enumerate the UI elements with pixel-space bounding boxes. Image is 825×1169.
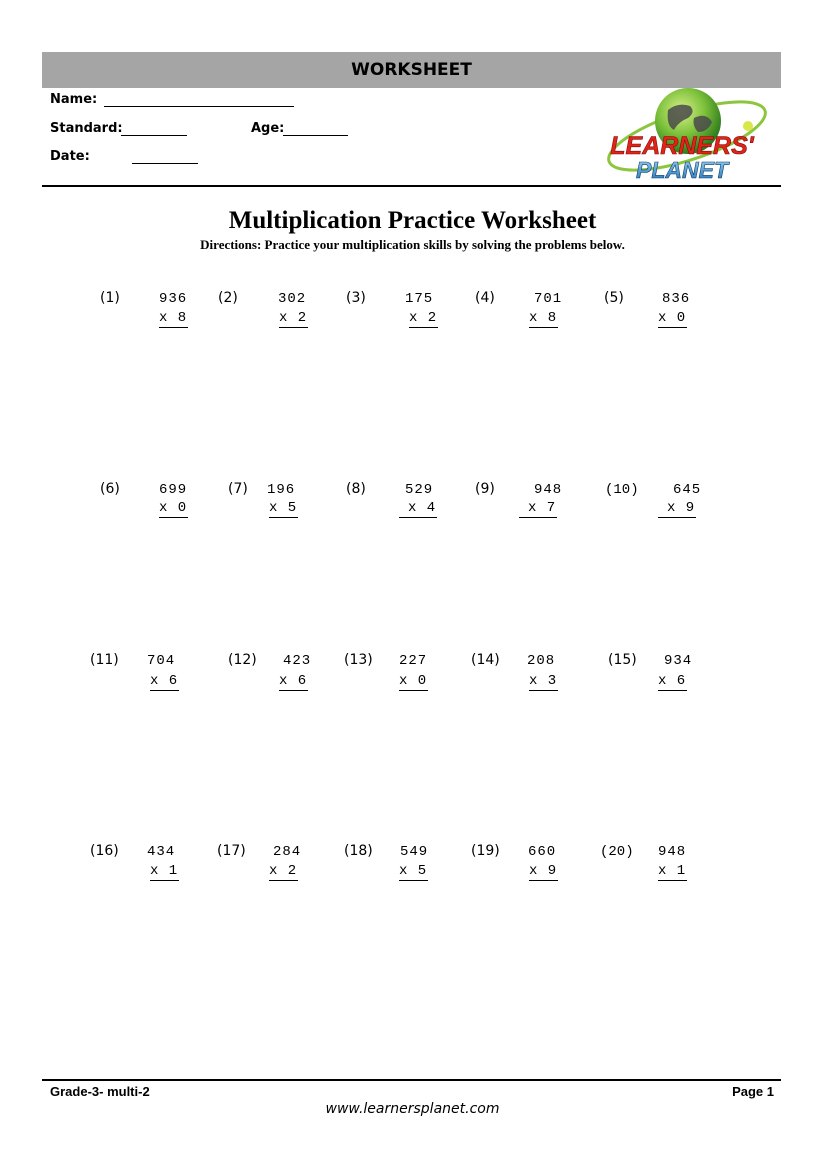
date-field[interactable] xyxy=(132,163,198,164)
problem-multiplier: x 1 xyxy=(150,863,179,879)
name-label: Name: xyxy=(50,92,98,107)
problem-label: (15) xyxy=(608,652,637,668)
problem-top-number: 934 xyxy=(664,653,693,669)
problem-label: (18) xyxy=(344,843,373,859)
problem-label: (2) xyxy=(218,290,238,306)
name-field[interactable] xyxy=(104,106,294,107)
problem-multiplier: x 5 xyxy=(399,863,428,879)
problem-label: (17) xyxy=(217,843,246,859)
problem-label: (5) xyxy=(604,290,624,306)
problem-top-number: 284 xyxy=(273,844,302,860)
problem-multiplier: x 2 xyxy=(409,310,438,326)
problem-multiplier: x 0 xyxy=(658,310,687,326)
problem-multiplier: x 0 xyxy=(399,673,428,689)
problem-multiplier: x 8 xyxy=(529,310,558,326)
problem-label: (16) xyxy=(90,843,119,859)
problem-multiplier: x 6 xyxy=(279,673,308,689)
problem-label: (19) xyxy=(471,843,500,859)
problem-multiplier: x 2 xyxy=(269,863,298,879)
problem-top-number: 302 xyxy=(278,291,307,307)
problem-label: (9) xyxy=(475,481,495,497)
age-field[interactable] xyxy=(283,135,348,136)
standard-field[interactable] xyxy=(121,135,187,136)
problem-top-number: 434 xyxy=(147,844,176,860)
problem-top-number: 196 xyxy=(267,482,296,498)
date-label: Date: xyxy=(50,149,90,164)
problem-multiplier: x 8 xyxy=(159,310,188,326)
footer-worksheet-code: Grade-3- multi-2 xyxy=(50,1084,150,1099)
problem-multiplier: x 5 xyxy=(269,500,298,516)
problem-label: (11) xyxy=(90,652,119,668)
standard-label: Standard: xyxy=(50,121,123,136)
directions-text: Directions: Practice your multiplication skills by solving the problems below. xyxy=(200,237,625,252)
problem-label: (13) xyxy=(344,652,373,668)
problem-top-number: 529 xyxy=(405,482,434,498)
problem-top-number: 701 xyxy=(534,291,563,307)
logo-text-planet: PLANET xyxy=(636,157,728,183)
footer-page-number: Page 1 xyxy=(732,1084,774,1099)
problem-multiplier: x 6 xyxy=(658,673,687,689)
problem-label: (1) xyxy=(100,290,120,306)
problem-top-number: 704 xyxy=(147,653,176,669)
problem-label: (20) xyxy=(600,844,634,860)
problem-multiplier: x 1 xyxy=(658,863,687,879)
worksheet-title: Multiplication Practice Worksheet xyxy=(228,207,597,234)
problem-top-number: 227 xyxy=(399,653,428,669)
problem-top-number: 836 xyxy=(662,291,691,307)
problem-top-number: 936 xyxy=(159,291,188,307)
footer-divider xyxy=(42,1079,781,1081)
problem-multiplier: x 3 xyxy=(529,673,558,689)
problem-label: (10) xyxy=(605,482,639,498)
problem-multiplier: x 7 xyxy=(519,500,557,518)
problem-top-number: 549 xyxy=(400,844,429,860)
header-divider xyxy=(42,185,781,187)
problem-multiplier: x 6 xyxy=(150,673,179,689)
worksheet-banner: WORKSHEET xyxy=(42,52,781,88)
problem-multiplier: x 4 xyxy=(399,500,437,518)
problem-label: (8) xyxy=(346,481,366,497)
logo-text-learners: LEARNERS' xyxy=(610,132,754,160)
problem-label: (6) xyxy=(100,481,120,497)
problem-top-number: 208 xyxy=(527,653,556,669)
problem-top-number: 660 xyxy=(528,844,557,860)
problem-label: (3) xyxy=(346,290,366,306)
problem-multiplier: x 9 xyxy=(658,500,696,518)
problem-label: (12) xyxy=(228,652,257,668)
problem-top-number: 175 xyxy=(405,291,434,307)
problem-top-number: 645 xyxy=(673,482,702,498)
problem-top-number: 948 xyxy=(534,482,563,498)
problem-multiplier: x 0 xyxy=(159,500,188,516)
problem-top-number: 948 xyxy=(658,844,687,860)
footer-website-link[interactable]: www.learnersplanet.com xyxy=(325,1101,500,1117)
problem-multiplier: x 2 xyxy=(279,310,308,326)
problem-label: (14) xyxy=(471,652,500,668)
problem-label: (4) xyxy=(475,290,495,306)
learners-planet-logo xyxy=(590,88,775,184)
problem-top-number: 699 xyxy=(159,482,188,498)
problem-label: (7) xyxy=(228,481,248,497)
problem-top-number: 423 xyxy=(283,653,312,669)
age-label: Age: xyxy=(251,121,285,136)
problem-multiplier: x 9 xyxy=(529,863,558,879)
